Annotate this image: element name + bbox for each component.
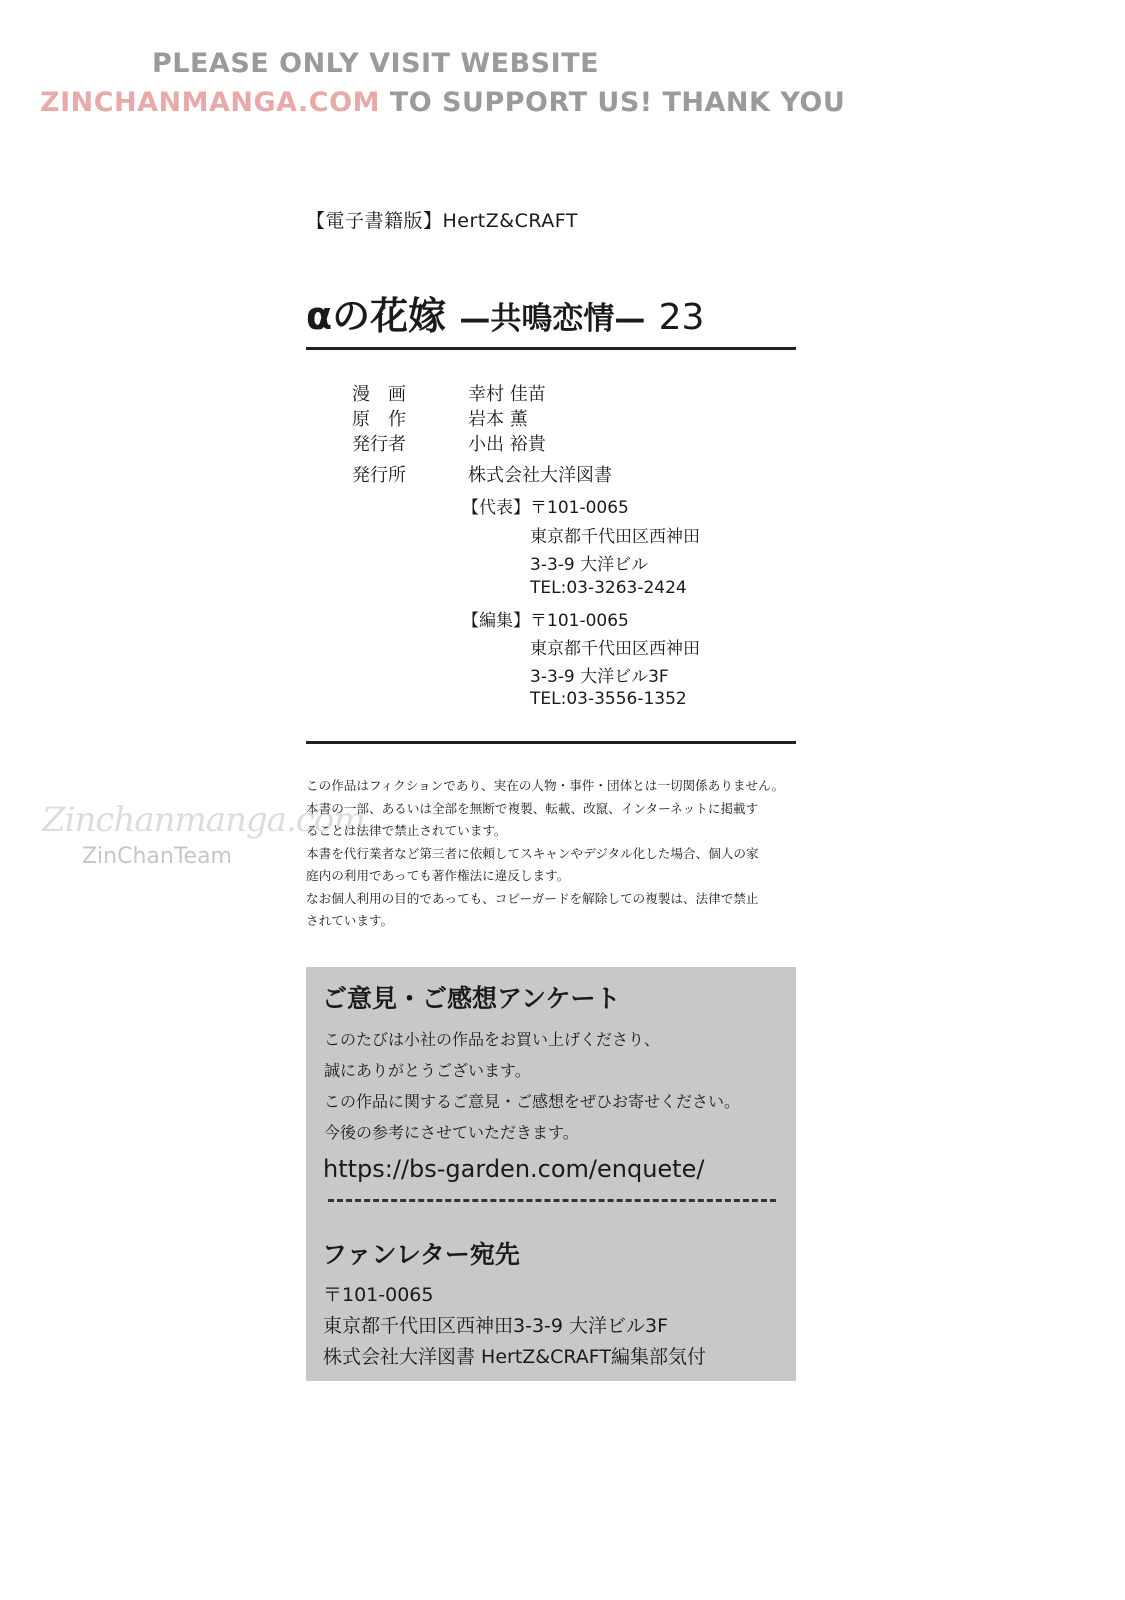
office-line: 東京都千代田区西神田 [530,639,700,659]
notice-line: 本書の一部、あるいは全部を無断で複製、転載、改竄、インターネットに掲載す [306,800,759,816]
survey-line: 誠にありがとうございます。 [324,1061,531,1080]
fanletter-title: ファンレター宛先 [322,1240,520,1269]
office-line: TEL:03-3263-2424 [530,578,687,598]
legal-notice [306,775,798,933]
notice-line: ることは法律で禁止されています。 [306,823,507,838]
fanletter-line: 株式会社大洋図書 HertZ&CRAFT編集部気付 [323,1346,707,1368]
title-volume: 23 [658,297,705,338]
office-label-main: 【代表】 [462,498,530,518]
survey-title: ご意見・ご感想アンケート [322,984,621,1013]
notice-line: されています。 [306,913,394,928]
notice-line: なお個人利用の目的であっても、コピーガードを解除しての複製は、法律で禁止 [306,890,759,906]
watermark-line-2 [40,87,845,118]
survey-url: https://bs-garden.com/enquete/ [323,1155,705,1183]
book-title [306,285,796,340]
notice-line: この作品はフィクションであり、実在の人物・事件・団体とは一切関係ありません。 [306,778,785,793]
title-subtitle: —共鳴恋情— [459,301,646,337]
watermark-line-1: PLEASE ONLY VISIT WEBSITE [152,48,600,79]
survey-line: 今後の参考にさせていただきます。 [324,1123,579,1142]
dashed-separator [328,1199,776,1202]
office-line: 〒101-0065 [530,498,629,518]
office-line: 東京都千代田区西神田 [530,527,700,547]
office-label-editorial: 【編集】 [462,611,530,631]
office-line: TEL:03-3556-1352 [530,689,687,709]
credit-name: 株式会社大洋図書 [468,465,612,486]
office-line: 〒101-0065 [530,611,629,631]
fanletter-line: 東京都千代田区西神田3-3-9 大洋ビル3F [323,1315,669,1337]
title-main: αの花嫁 [306,294,447,338]
edition-label: 【電子書籍版】HertZ&CRAFT [306,210,578,232]
notice-line: 庭内の利用であっても著作権法に違反します。 [306,868,570,883]
watermark-support-text: TO SUPPORT US! THANK YOU [379,87,846,118]
credit-role: 漫画 [352,384,424,405]
office-line: 3-3-9 大洋ビル3F [530,667,669,687]
side-watermark-site: Zinchanmanga.com [42,800,365,840]
divider-bottom [306,741,796,744]
fanletter-line: 〒101-0065 [323,1284,434,1306]
divider-top [306,347,796,350]
credit-role: 発行所 [352,465,406,486]
office-line: 3-3-9 大洋ビル [530,555,649,575]
survey-box [306,967,796,1381]
credit-name: 岩本 薫 [468,409,528,430]
side-watermark [42,800,365,869]
credit-role: 発行者 [352,434,406,455]
survey-line: この作品に関するご意見・ご感想をぜひお寄せください。 [324,1092,741,1111]
watermark-banner [40,48,845,118]
credit-name: 小出 裕貴 [468,434,546,455]
watermark-site: ZINCHANMANGA.COM [40,87,380,118]
survey-line: このたびは小社の作品をお買い上げくださり、 [324,1030,661,1049]
credit-name: 幸村 佳苗 [468,384,546,405]
credit-role: 原作 [352,409,424,430]
side-watermark-team: ZinChanTeam [81,844,232,869]
notice-line: 本書を代行業者など第三者に依頼してスキャンやデジタル化した場合、個人の家 [306,845,759,861]
